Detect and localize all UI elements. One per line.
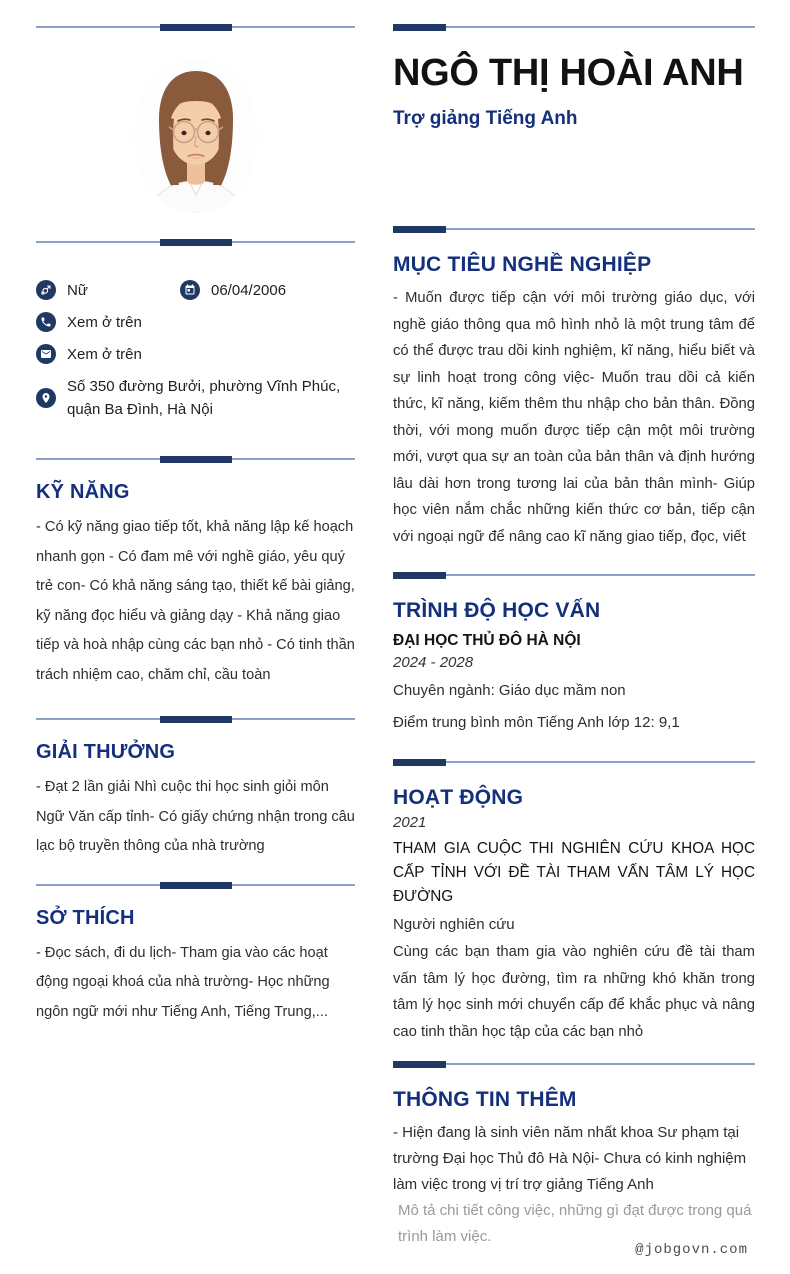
email-value: Xem ở trên xyxy=(67,345,142,363)
divider xyxy=(36,239,355,246)
right-column xyxy=(393,0,755,1250)
section-additional-info xyxy=(393,1088,755,1250)
gender-value: Nữ xyxy=(67,281,88,299)
section-education xyxy=(393,599,755,735)
job-title: Trợ giảng Tiếng Anh xyxy=(393,108,578,129)
divider xyxy=(36,716,355,723)
activities-title: HOẠT ĐỘNG xyxy=(393,786,524,809)
education-major: Chuyên ngành: Giáo dục mầm non xyxy=(393,682,626,699)
skills-body: - Có kỹ năng giao tiếp tốt, khả năng lập kế hoạch nhanh gọn - Có đam mê với nghề giáo, yêu quý trẻ con- Có khả năng sáng tạo, thiết kế bài giảng, kỹ năng đọc hiểu và giảng dạy - Khả năng giao tiếp và hoà nhập cùng các bạn nhỏ - Có tinh thần trách nhiệm cao, chăm chỉ, cầu toàn xyxy=(36,519,355,683)
hobbies-title: SỞ THÍCH xyxy=(36,906,135,929)
phone-value: Xem ở trên xyxy=(67,313,142,331)
section-hobbies xyxy=(36,907,355,1028)
objective-body: - Muốn được tiếp cận với môi trường giáo dục, với nghề giáo thông qua mô hình nhỏ là một trung tâm để có thể được trau dồi kinh nghiệm, kĩ năng, hiểu biết và sự linh hoạt trong công việc- Muốn trau dồi cả kiến thức, kĩ năng, kiếm thêm thu nhập cho bản thân. Đồng thời, với mong muốn được tiếp cận một môi trường mới, vượt qua sự an toàn của bản thân và định hướng lâu dài hơn trong tương lai của bản thân mình- Giúp học viên nắm chắc những kiến thức cơ bản, tiếp cận với ngoại ngữ để nâng cao kĩ năng giao tiếp, đọc, viết xyxy=(393,290,755,545)
location-pin-icon xyxy=(36,388,56,408)
watermark: @jobgovn.com xyxy=(635,1242,748,1258)
birthdate-value: 06/04/2006 xyxy=(211,281,287,299)
portrait-illustration xyxy=(134,59,258,213)
info-row-email xyxy=(36,338,355,370)
activity-role: Người nghiên cứu xyxy=(393,916,515,933)
section-skills xyxy=(36,481,355,690)
activity-period: 2021 xyxy=(393,814,427,831)
activity-description: Cùng các bạn tham gia vào nghiên cứu đề tài tham vấn tâm lý học đường, tìm ra những khó khăn trong tâm lý học sinh mới chuyển cấp để khắc phục và nâng cao tinh thần học tập của các bạn nhỏ xyxy=(393,944,755,1040)
additional-title: THÔNG TIN THÊM xyxy=(393,1088,577,1111)
divider xyxy=(36,24,355,31)
info-row-gender-birthdate xyxy=(36,274,355,306)
calendar-icon xyxy=(180,280,200,300)
education-period: 2024 - 2028 xyxy=(393,654,474,671)
divider xyxy=(393,226,755,233)
gender-item xyxy=(36,280,88,300)
email-icon xyxy=(36,344,56,364)
additional-placeholder: Mô tả chi tiết công việc, những gì đạt được trong quá trình làm việc. xyxy=(398,1202,752,1245)
info-row-address xyxy=(36,370,355,426)
education-school: ĐẠI HỌC THỦ ĐÔ HÀ NỘI xyxy=(393,632,581,649)
divider xyxy=(36,456,355,463)
candidate-name: NGÔ THỊ HOÀI ANH xyxy=(393,52,744,94)
awards-title: GIẢI THƯỞNG xyxy=(36,741,176,763)
info-row-phone xyxy=(36,306,355,338)
section-objective xyxy=(393,253,755,550)
divider xyxy=(393,759,755,766)
awards-body: - Đạt 2 lần giải Nhì cuộc thi học sinh giỏi môn Ngữ Văn cấp tỉnh- Có giấy chứng nhận trong câu lạc bộ truyền thông của nhà trường xyxy=(36,779,355,854)
profile-photo xyxy=(134,59,258,213)
education-gpa: Điểm trung bình môn Tiếng Anh lớp 12: 9,1 xyxy=(393,714,680,731)
left-column xyxy=(36,0,355,1027)
divider xyxy=(393,1061,755,1068)
hobbies-body: - Đọc sách, đi du lịch- Tham gia vào các hoạt động ngoại khoá của nhà trường- Học những ngôn ngữ mới như Tiếng Anh, Tiếng Trung,... xyxy=(36,944,330,1020)
personal-info-list xyxy=(36,274,355,426)
section-activities xyxy=(393,786,755,1045)
address-value: Số 350 đường Bưởi, phường Vĩnh Phúc, quận Ba Đình, Hà Nội xyxy=(67,378,341,418)
divider xyxy=(393,572,755,579)
divider xyxy=(393,24,755,31)
phone-icon xyxy=(36,312,56,332)
divider xyxy=(36,882,355,889)
activity-name: THAM GIA CUỘC THI NGHIÊN CỨU KHOA HỌC CẤP TỈNH VỚI ĐỀ TÀI THAM VẤN TÂM LÝ HỌC ĐƯỜNG xyxy=(393,840,755,905)
additional-body: - Hiện đang là sinh viên năm nhất khoa Sư phạm tại trường Đại học Thủ đô Hà Nội- Chưa có kinh nghiệm làm việc trong vị trí trợ giảng Tiếng Anh xyxy=(393,1124,747,1193)
gender-icon xyxy=(36,280,56,300)
education-title: TRÌNH ĐỘ HỌC VẤN xyxy=(393,599,601,622)
section-awards xyxy=(36,741,355,862)
birthdate-item xyxy=(180,280,355,300)
objective-title: MỤC TIÊU NGHỀ NGHIỆP xyxy=(393,253,652,276)
skills-title: KỸ NĂNG xyxy=(36,481,130,503)
